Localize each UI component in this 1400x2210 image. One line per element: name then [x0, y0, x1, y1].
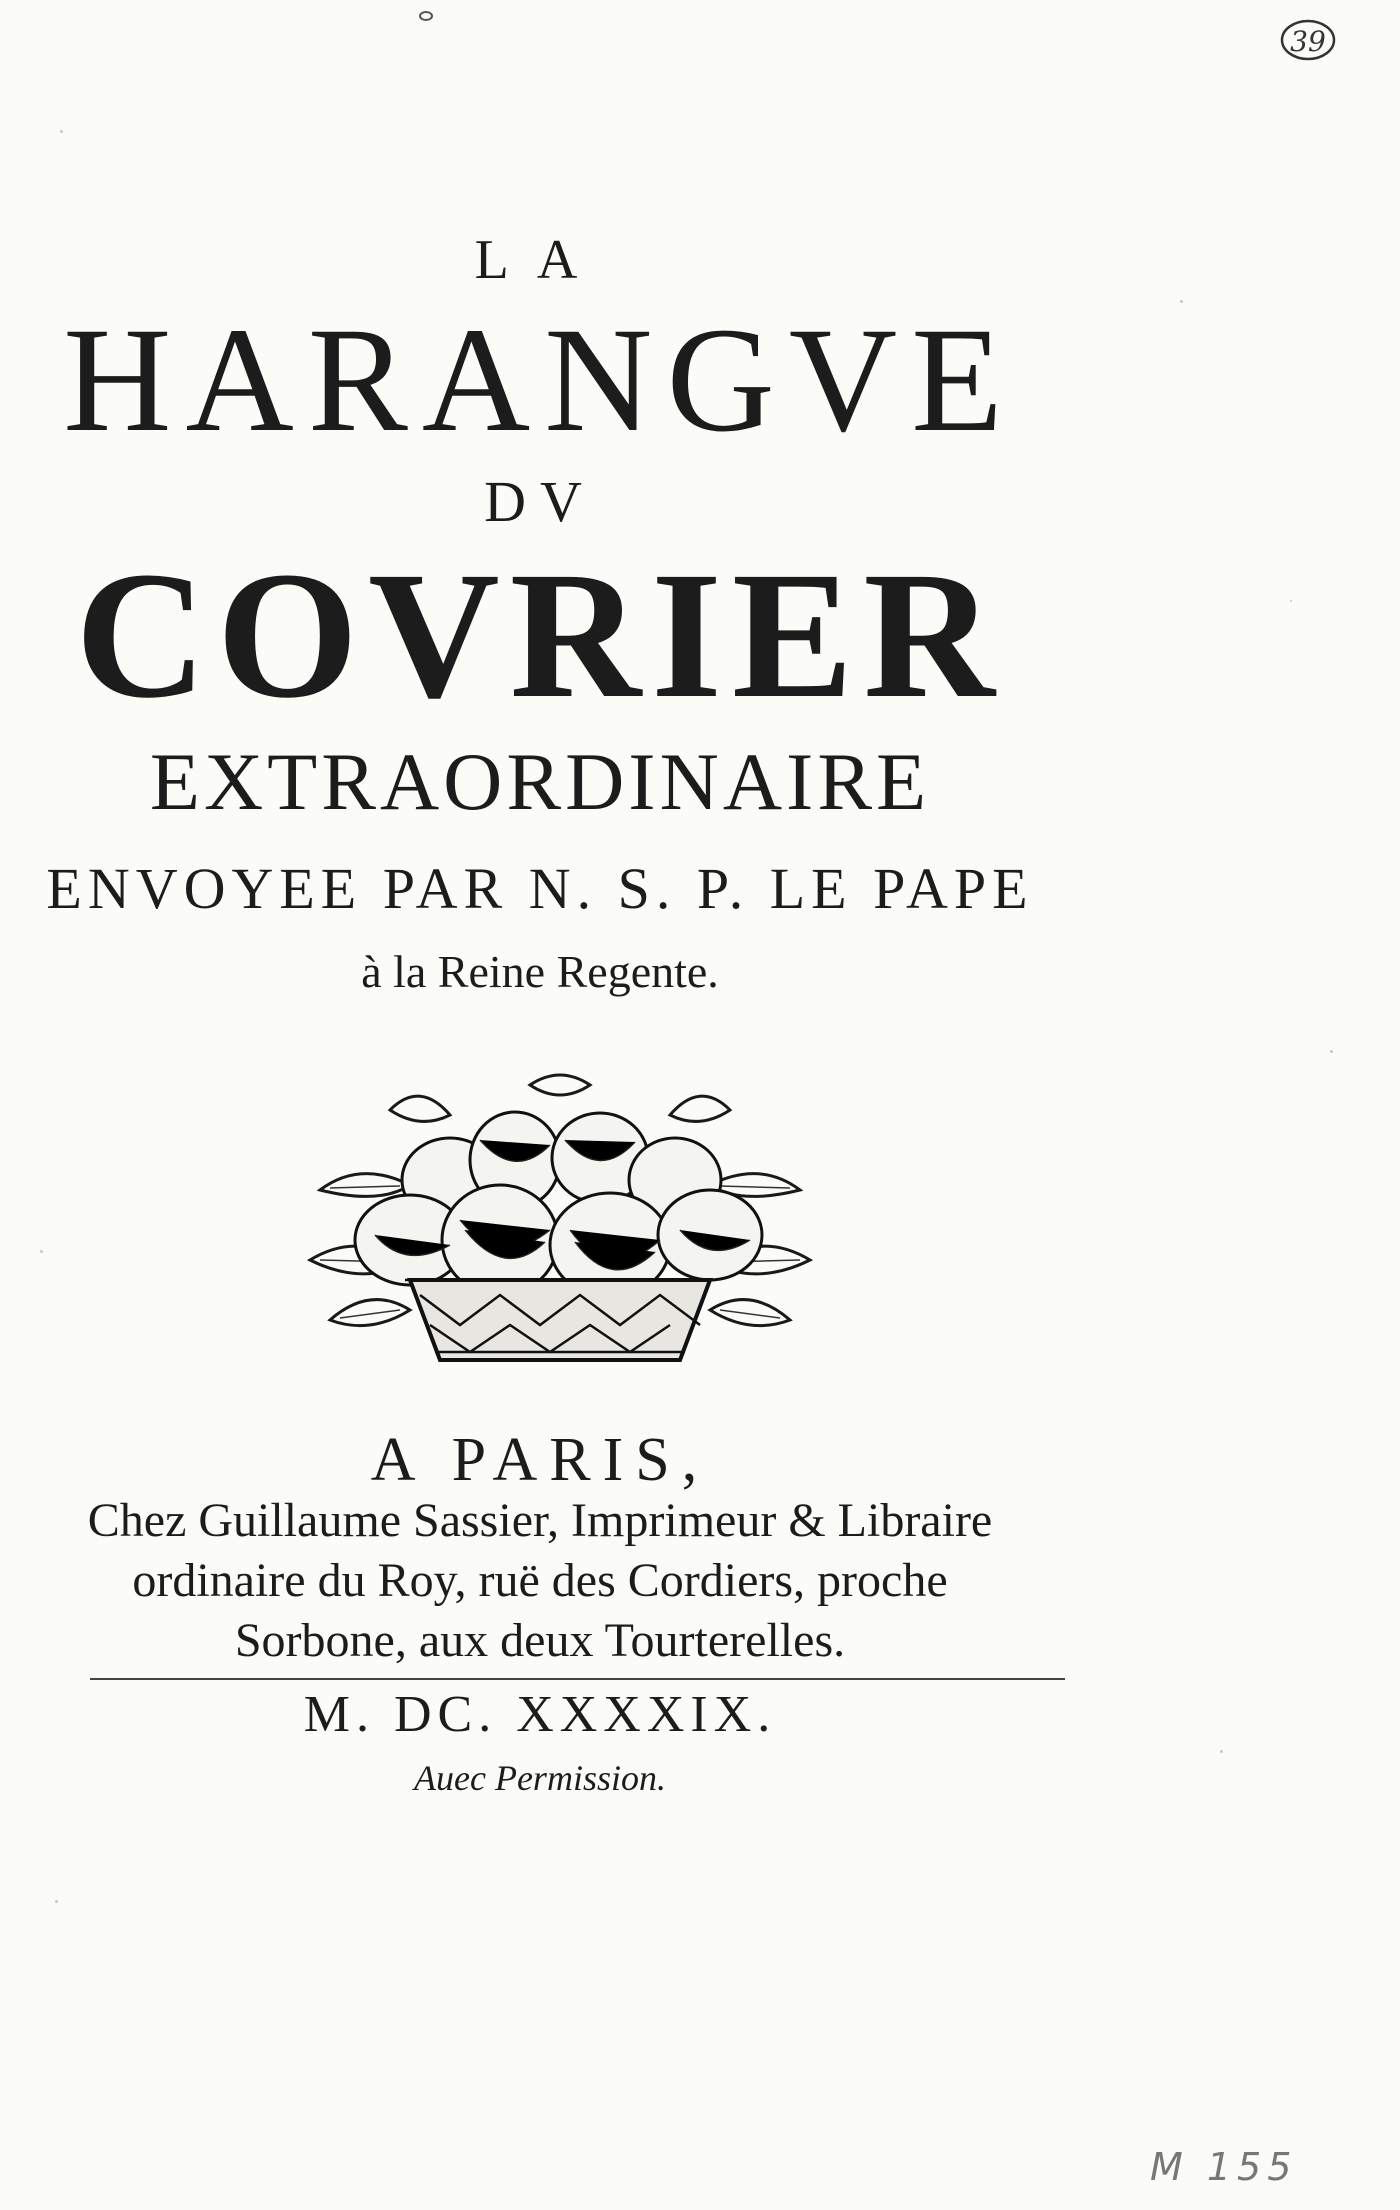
- imprint-printer-line-2: ordinaire du Roy, ruë des Cordiers, proche: [132, 1554, 948, 1607]
- title-line-reine: à la Reine Regente.: [361, 946, 719, 997]
- imprint-rule: [90, 1678, 1065, 1680]
- paper-speck: [1330, 1050, 1333, 1053]
- fruit-basket-icon: [300, 1070, 820, 1370]
- ink-mark-icon: [418, 10, 434, 22]
- imprint-city: A PARIS,: [370, 1426, 710, 1494]
- title-line-courier: COVRIER: [75, 535, 1005, 736]
- shelf-mark: M 155: [1150, 2145, 1298, 2189]
- title-line-envoyee: ENVOYEE PAR N. S. P. LE PAPE: [46, 856, 1034, 921]
- title-line-du: DV: [484, 469, 596, 534]
- paper-speck: [1220, 1750, 1223, 1753]
- paper-speck: [55, 1900, 58, 1903]
- title-line-extraordinaire: EXTRAORDINAIRE: [149, 736, 931, 827]
- paper-speck: [40, 1250, 43, 1253]
- imprint-printer-line-3: Sorbone, aux deux Tourterelles.: [234, 1614, 846, 1667]
- imprint-printer-line-1: Chez Guillaume Sassier, Imprimeur & Libraire: [87, 1494, 993, 1547]
- folio-number: 39: [1290, 25, 1326, 58]
- folio-number-handwritten: [1278, 18, 1338, 62]
- title-line-harangue: HARANGVE: [63, 297, 1017, 463]
- paper-speck: [1290, 600, 1292, 602]
- imprint-year: M. DC. XXXXIX.: [303, 1686, 777, 1743]
- imprint-permission: Auec Permission.: [414, 1758, 666, 1798]
- paper-speck: [1180, 300, 1183, 303]
- title-line-la: LA: [474, 229, 606, 291]
- paper-speck: [60, 130, 63, 133]
